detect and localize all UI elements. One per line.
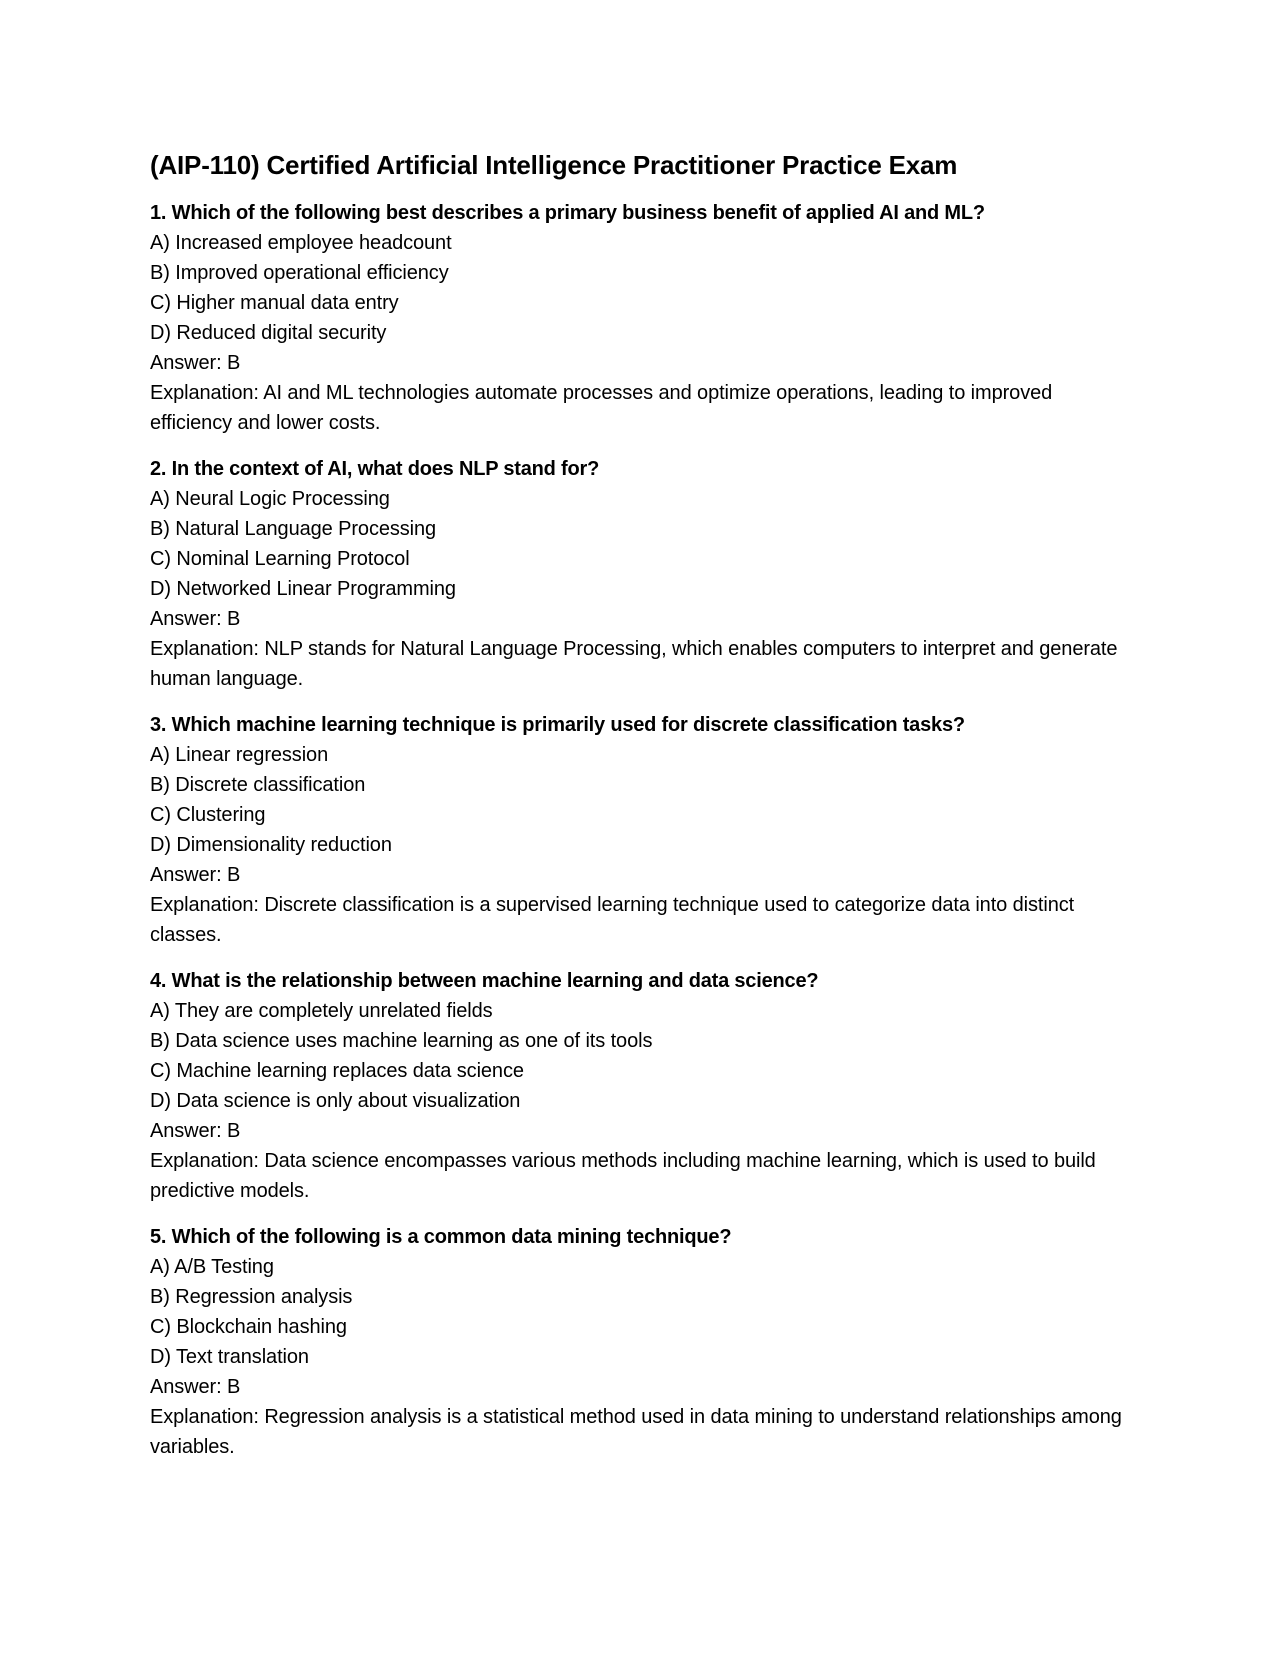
option-b: B) Improved operational efficiency [150,262,449,284]
answer-line: Answer: B [150,1120,241,1142]
option-c: C) Clustering [150,804,266,826]
explanation-text: Explanation: AI and ML technologies automate processes and optimize operations, leading to improved efficiency and lower costs. [150,382,1053,434]
option-a: A) Increased employee headcount [150,232,452,254]
explanation-text: Explanation: Data science encompasses various methods including machine learning, which is used to build predictive models. [150,1150,1096,1202]
option-b: B) Discrete classification [150,774,366,796]
answer-line: Answer: B [150,352,241,374]
option-a: A) Linear regression [150,744,329,766]
question-text: 5. Which of the following is a common data mining technique? [150,1226,732,1248]
option-b: B) Natural Language Processing [150,518,437,540]
question-text: 3. Which machine learning technique is primarily used for discrete classification tasks? [150,714,965,736]
option-a: A) Neural Logic Processing [150,488,390,510]
question-block [150,1222,1150,1462]
answer-line: Answer: B [150,1376,241,1398]
option-a: A) A/B Testing [150,1256,274,1278]
question-block [150,710,1150,950]
question-block [150,198,1150,438]
option-b: B) Data science uses machine learning as one of its tools [150,1030,653,1052]
option-c: C) Machine learning replaces data science [150,1060,524,1082]
question-block [150,966,1150,1206]
option-a: A) They are completely unrelated fields [150,1000,493,1022]
option-c: C) Higher manual data entry [150,292,399,314]
option-d: D) Data science is only about visualization [150,1090,521,1112]
question-text: 2. In the context of AI, what does NLP stand for? [150,458,600,480]
document-title: (AIP-110) Certified Artificial Intelligence Practitioner Practice Exam [150,150,958,180]
option-d: D) Text translation [150,1346,309,1368]
question-text: 4. What is the relationship between machine learning and data science? [150,970,819,992]
answer-line: Answer: B [150,864,241,886]
option-c: C) Blockchain hashing [150,1316,347,1338]
option-d: D) Dimensionality reduction [150,834,392,856]
question-text: 1. Which of the following best describes a primary business benefit of applied AI and ML? [150,202,985,224]
explanation-text: Explanation: Regression analysis is a statistical method used in data mining to understand relationships among variables. [150,1406,1122,1458]
document-page [150,148,1150,1478]
question-block [150,454,1150,694]
option-c: C) Nominal Learning Protocol [150,548,410,570]
option-b: B) Regression analysis [150,1286,353,1308]
explanation-text: Explanation: Discrete classification is a supervised learning technique used to categorize data into distinct classes. [150,894,1075,946]
option-d: D) Networked Linear Programming [150,578,456,600]
answer-line: Answer: B [150,608,241,630]
option-d: D) Reduced digital security [150,322,387,344]
explanation-text: Explanation: NLP stands for Natural Language Processing, which enables computers to interpret and generate human language. [150,638,1118,690]
